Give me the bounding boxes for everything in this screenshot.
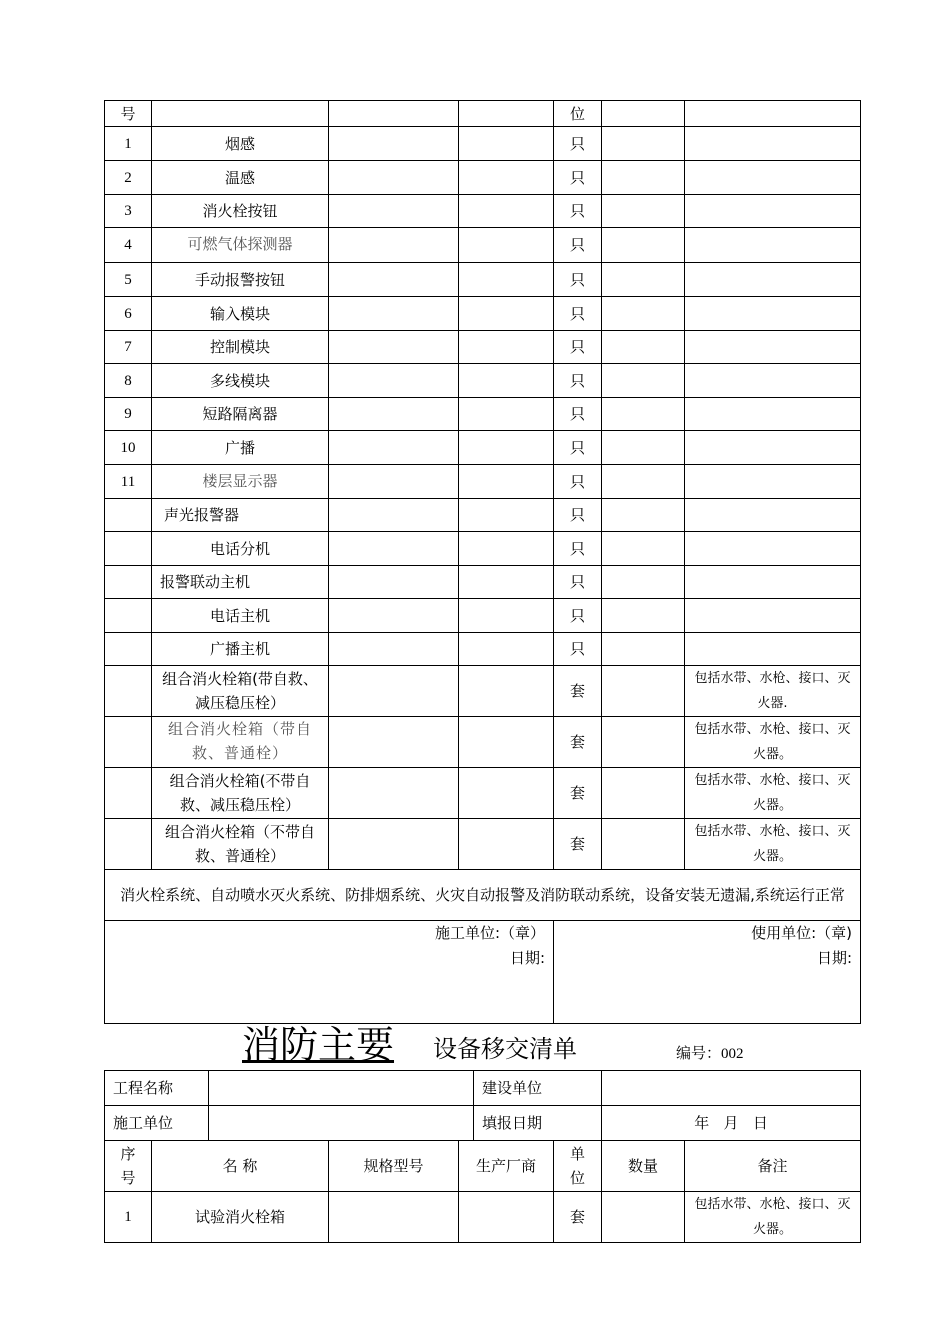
- table-row: [105, 717, 861, 768]
- fill-date-label: 填报日期: [474, 1106, 602, 1141]
- item-unit: 套: [554, 768, 602, 819]
- item-unit: 只: [554, 465, 602, 499]
- table-row: [105, 633, 861, 666]
- item-name: 输入模块: [152, 297, 329, 331]
- column-spec: 规格型号: [329, 1141, 459, 1192]
- document-number: [676, 1042, 744, 1065]
- item-note: 包括水带、水枪、接口、灭火器。: [685, 1192, 861, 1243]
- column-qty: 数量: [602, 1141, 685, 1192]
- item-name: 电话分机: [152, 532, 329, 566]
- item-unit: 只: [554, 228, 602, 263]
- item-name: 消火栓按钮: [152, 195, 329, 228]
- item-unit: 只: [554, 633, 602, 666]
- item-unit: 只: [554, 431, 602, 465]
- row-number: 7: [105, 331, 152, 364]
- column-seq: 序号: [105, 1141, 152, 1192]
- table-row: [105, 398, 861, 431]
- item-name: 短路隔离器: [152, 398, 329, 431]
- item-name: 楼层显示器: [152, 465, 329, 499]
- table-row: [105, 331, 861, 364]
- table-row: [105, 127, 861, 161]
- builder-label: 建设单位: [474, 1071, 602, 1106]
- user-date-label: 日期:: [816, 949, 852, 967]
- row-number: 11: [105, 465, 152, 499]
- document-number-label: 编号：: [676, 1044, 722, 1062]
- table-row: [105, 161, 861, 195]
- row-number: 1: [105, 127, 152, 161]
- table-row: [105, 768, 861, 819]
- table-row: [105, 1192, 861, 1243]
- table-row: [105, 263, 861, 297]
- item-name: 可燃气体探测器: [152, 228, 329, 263]
- fill-date-value: 年 月 日: [602, 1106, 861, 1141]
- contractor-value: [209, 1106, 474, 1141]
- project-info-row: [105, 1106, 861, 1141]
- item-name: 烟感: [152, 127, 329, 161]
- table-row: [105, 532, 861, 566]
- user-seal-label: 使用单位:（章): [751, 924, 852, 942]
- user-signature: [554, 921, 861, 1024]
- table-row: [105, 228, 861, 263]
- title-main: 消防主要: [242, 1023, 395, 1067]
- item-unit: 只: [554, 161, 602, 195]
- document-title: [0, 1018, 950, 1070]
- item-name: 报警联动主机: [152, 566, 329, 599]
- item-name: 组合消火栓箱(不带自救、减压稳压栓）: [152, 768, 329, 819]
- row-number: 6: [105, 297, 152, 331]
- row-number: 9: [105, 398, 152, 431]
- column-maker: 生产厂商: [459, 1141, 554, 1192]
- table-row: [105, 297, 861, 331]
- project-name-value: [209, 1071, 474, 1106]
- column-unit: 单位: [554, 1141, 602, 1192]
- equipment-table-continued: [104, 100, 861, 1024]
- project-info-row: [105, 1071, 861, 1106]
- header-unit-cell: 位: [554, 101, 602, 127]
- builder-value: [602, 1071, 861, 1106]
- item-note: 包括水带、水枪、接口、灭火器。: [685, 717, 861, 768]
- table-row: [105, 465, 861, 499]
- row-number: 8: [105, 364, 152, 398]
- item-name: 组合消火栓箱（不带自救、普通栓）: [152, 819, 329, 870]
- item-note: 包括水带、水枪、接口、灭火器。: [685, 819, 861, 870]
- row-number: 1: [105, 1192, 152, 1243]
- table-row: [105, 666, 861, 717]
- summary-row: [105, 870, 861, 921]
- item-unit: 只: [554, 599, 602, 633]
- item-unit: 套: [554, 1192, 602, 1243]
- header-seq-cell: 号: [105, 101, 152, 127]
- document-number-value: 002: [721, 1046, 744, 1062]
- item-unit: 只: [554, 331, 602, 364]
- item-unit: 只: [554, 127, 602, 161]
- table-row: [105, 499, 861, 532]
- row-number: 2: [105, 161, 152, 195]
- item-unit: 只: [554, 499, 602, 532]
- table-row: [105, 364, 861, 398]
- column-note: 备注: [685, 1141, 861, 1192]
- table-row: [105, 819, 861, 870]
- item-name: 声光报警器: [152, 499, 329, 532]
- item-note: 包括水带、水枪、接口、灭火器。: [685, 768, 861, 819]
- equipment-handover-table: [104, 1070, 861, 1243]
- item-unit: 只: [554, 297, 602, 331]
- project-name-label: 工程名称: [105, 1071, 209, 1106]
- item-unit: 只: [554, 398, 602, 431]
- acceptance-summary: 消火栓系统、自动喷水灭火系统、防排烟系统、火灾自动报警及消防联动系统，设备安装无遗漏,系统运行正常: [105, 870, 861, 921]
- table-row: [105, 599, 861, 633]
- signature-row: [105, 921, 861, 1024]
- contractor-signature: [105, 921, 554, 1024]
- item-name: 电话主机: [152, 599, 329, 633]
- item-unit: 只: [554, 566, 602, 599]
- row-number: 5: [105, 263, 152, 297]
- item-unit: 套: [554, 819, 602, 870]
- item-unit: 只: [554, 195, 602, 228]
- row-number: 4: [105, 228, 152, 263]
- contractor-seal-label: 施工单位:（章）: [434, 924, 545, 942]
- item-name: 手动报警按钮: [152, 263, 329, 297]
- row-number: 3: [105, 195, 152, 228]
- item-unit: 只: [554, 364, 602, 398]
- contractor-label: 施工单位: [105, 1106, 209, 1141]
- item-unit: 套: [554, 717, 602, 768]
- item-name: 多线模块: [152, 364, 329, 398]
- contractor-date-label: 日期:: [509, 949, 545, 967]
- column-header-row: [105, 1141, 861, 1192]
- item-unit: 只: [554, 532, 602, 566]
- item-name: 广播: [152, 431, 329, 465]
- table-row: [105, 566, 861, 599]
- table-row: [105, 431, 861, 465]
- table-row: [105, 195, 861, 228]
- table-header-row: [105, 101, 861, 127]
- column-name: 名 称: [152, 1141, 329, 1192]
- item-unit: 套: [554, 666, 602, 717]
- item-name: 广播主机: [152, 633, 329, 666]
- item-name: 组合消火栓箱(带自救、减压稳压栓）: [152, 666, 329, 717]
- title-sub: 设备移交清单: [433, 1035, 577, 1063]
- item-name: 温感: [152, 161, 329, 195]
- item-name: 控制模块: [152, 331, 329, 364]
- item-name: 试验消火栓箱: [152, 1192, 329, 1243]
- item-unit: 只: [554, 263, 602, 297]
- row-number: 10: [105, 431, 152, 465]
- item-note: 包括水带、水枪、接口、灭火器.: [685, 666, 861, 717]
- item-name: 组合消火栓箱（带自救、普通栓）: [152, 717, 329, 768]
